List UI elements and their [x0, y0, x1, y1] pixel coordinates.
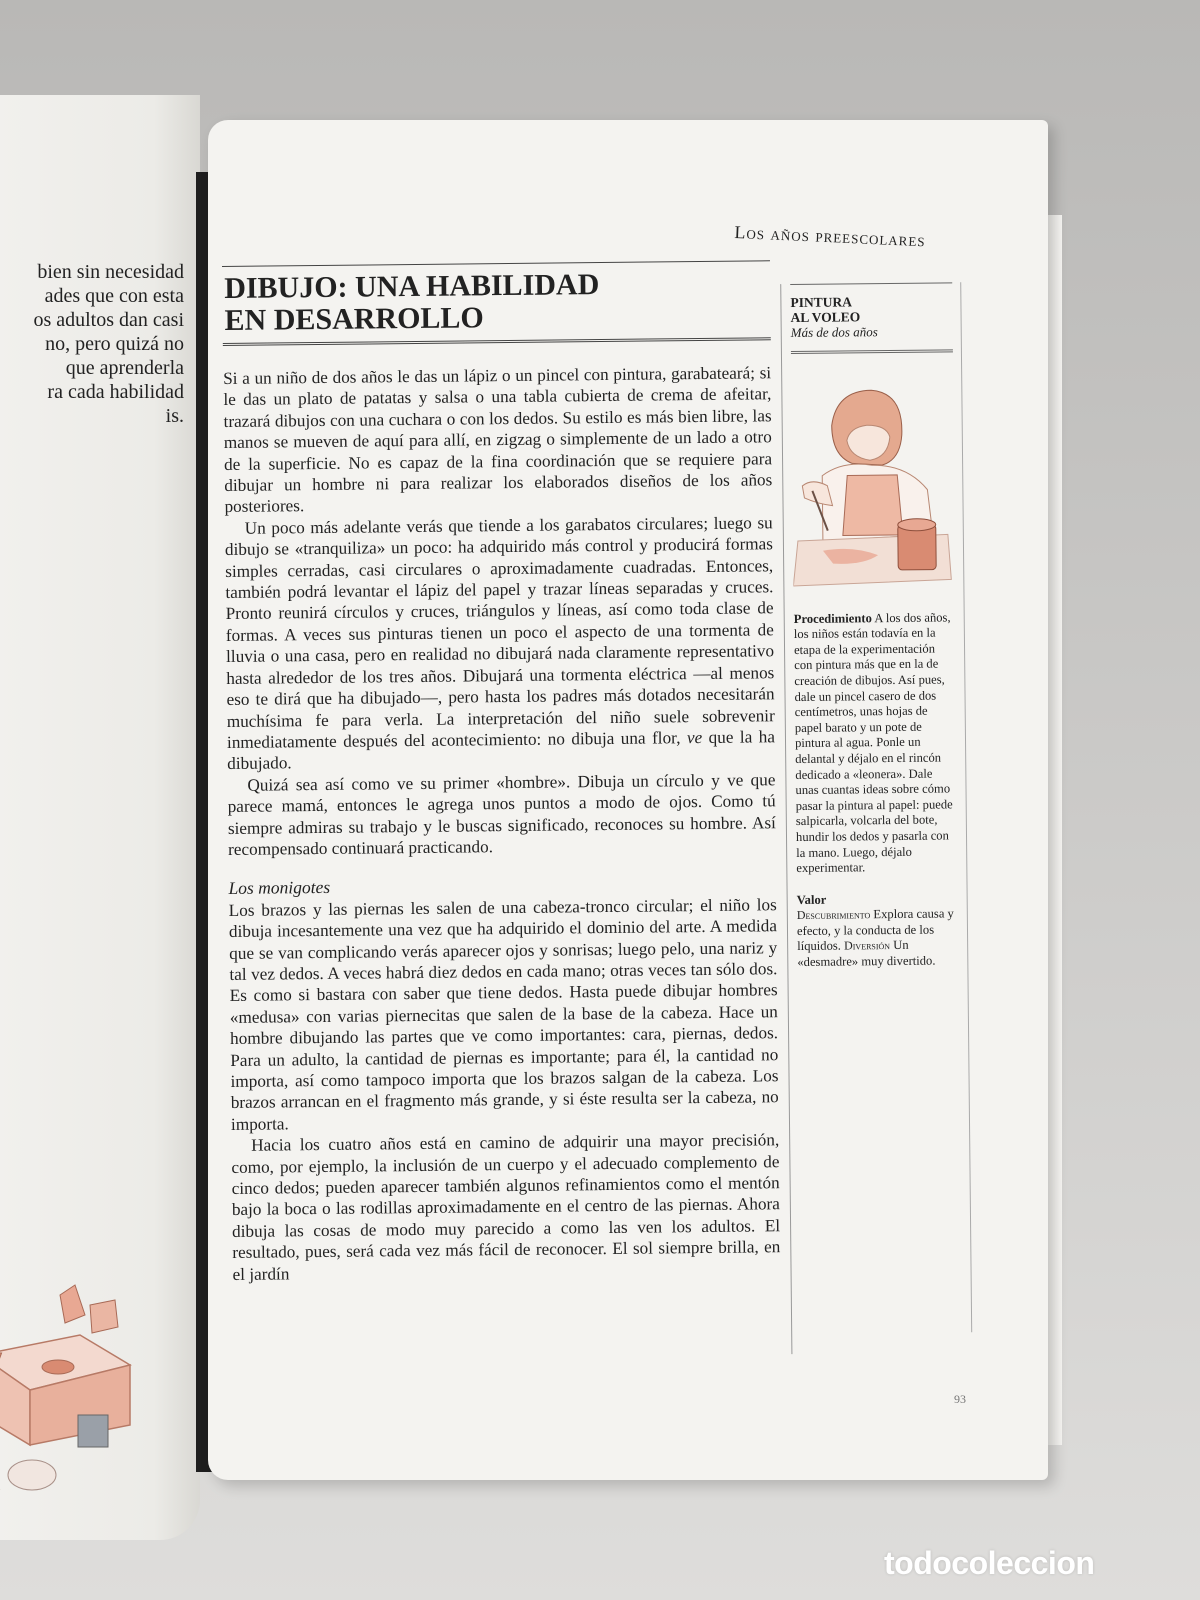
subheading: Los monigotes [228, 877, 331, 899]
sidebar-title-rule [791, 349, 953, 354]
article-title [224, 267, 771, 337]
paragraph-1: Si a un niño de dos años le das un lápiz o un pincel con pintura, garabateará; si le das un plato de patatas y salsa o una tabla cubierta de crema de afeitar, trazará dibujos con una cuchara o con los dedos. Su estilo es más bien libre, las manos se mueven de aquí para allí, en zigzag o simplemente de un lado a otro de la superficie. No es capaz de la fina coordinación que se requiere para dibujar un hombre ni para realizar los elaborados diseños de los años posteriores. [223, 363, 773, 517]
paragraph-5: Hacia los cuatro años está en camino de adquirir una mayor precisión, como, por ejemplo, la inclusión de un cuerpo y el adecuado complemento de cinco dedos; pueden aparecer también algunos refinamientos como el mentón bajo la boca o las rodillas aproximadamente en el centro de las piernas. Ahora dibuja las cosas de modo muy parecido a como las ven los adultos. El resultado, pues, será cada vez más fácil de reconocer. El sol siempre brilla, en el jardín [231, 1130, 781, 1284]
sidebar-title [790, 293, 952, 325]
value-2-text: Un «desmadre» muy divertido. [797, 938, 936, 970]
child-painting-illustration [791, 364, 953, 596]
paragraph-2-text: Un poco más adelante verás que tiende a los garabatos circulares; luego su dibujo se «tranquiliza» un poco: ha adquirido más control y producirá formas simples cerradas, casi circulares o aproximadamente cuadradas. Entonces, también podrá levantar el lápiz del papel y trazar líneas separadas y cruces. Pronto reunirá círculos y cruces, triángulos y líneas, así como toda clase de formas. A veces sus pinturas tienen un poco el aspecto de una tormenta de lluvia o una casa, pero en realidad no dibujará nada claramente representativo hasta alrededor de los tres años. Dibujará una tormenta eléctrica —al menos eso te dirá que ha dibujado—, pero hasta los padres más dotados necesitarán muchísima fe para verla. La interpretación del niño suele sobrevenir inmediatamente después del acontecimiento: no dibuja una flor, [224, 513, 775, 752]
value-label: Valor [796, 892, 827, 907]
running-head: Los años preescolares [734, 222, 927, 251]
procedure-label: Procedimiento [793, 610, 872, 626]
left-page [0, 95, 200, 1540]
paragraph-3: Quizá sea así como ve su primer «hombre». Dibuja un círculo y ve que parece mamá, entonces le agrega unos puntos a modo de ojos. Como tú siempre admiras su trabajo y le buscas significado, reconoces su hombre. Así recompensado continuará practicando. [227, 769, 776, 859]
paragraph-2-italic: ve [686, 727, 703, 748]
watermark-logo: todocoleccion [884, 1545, 1095, 1581]
sidebar-title-line-2: AL VOLEO [790, 309, 861, 326]
sidebar [790, 282, 959, 970]
sidebar-subtitle: Más de dos años [790, 324, 878, 341]
column-divider [780, 284, 792, 1354]
value-1-text: Explora causa y efecto, y la conducta de los líquidos. [796, 906, 954, 954]
procedure-text: A los dos años, los niños están todavía en la etapa de la experimentación con pintura más que en la de creación de dibujos. Así pues, dale un pincel casero de dos centímetros, unas hojas de papel barato y un pote de pintura al agua. Ponle un delantal y déjalo en el rincón dedicado a «leonera». Dale unas cuantas ideas sobre cómo pasar la pintura al papel: puede salpicarla, volcarla del bote, hundir los dedos y pasarla con la mano. Luego, déjalo experimentar. [793, 609, 953, 876]
paragraph-4: Los brazos y las piernas les salen de una cabeza-tronco circular; el niño los dibuja incesantemente una vez que ha adquirido el dominio del arte. A medida que se van complicando verás aparecer ojos y sonrisas; luego pelo, una nariz y tal vez dedos. A veces habrá diez dedos en cada mano; otras veces tan sólo dos. Es como si bastara con saber que tiene dedos. Hasta puede dibujar hombres «medusa» con varias piernecitas que salen de la base de la cabeza. Hace un hombre dibujando las partes que ve como importantes: cara, piernas, dedos. Para un adulto, la cantidad de piernas es importante; para él, la cantidad no importa, así como tampoco importa que los brazos salgan de la cabeza. Los brazos arrancan en el fragmento más grande, y si éste resulta ser la cabeza, no importa. [228, 894, 779, 1134]
article-title-line-1: DIBUJO: UNA HABILIDAD [224, 268, 600, 305]
sidebar-body [794, 610, 960, 971]
main-column [222, 260, 781, 1285]
article-title-line-2: EN DESARROLLO [224, 301, 484, 337]
paragraph-2-end: que la ha dibujado. [227, 727, 776, 774]
page-number: 93 [954, 1392, 966, 1406]
value-1-label: Descubrimiento [796, 907, 871, 923]
page-content [222, 258, 979, 1396]
sidebar-top-rule [790, 282, 952, 285]
value-2-label: Diversión [843, 938, 891, 953]
paragraph-2 [225, 512, 776, 775]
title-bottom-rule [223, 337, 771, 346]
sidebar-title-line-1: PINTURA [790, 294, 853, 311]
article-body [223, 362, 781, 1285]
shape-sorter-illustration [0, 1275, 170, 1515]
left-page-text: bien sin necesidad ades que con esta os adultos dan casi no, pero quizá no que aprenderla ra cada habilidad is. [33, 261, 184, 427]
